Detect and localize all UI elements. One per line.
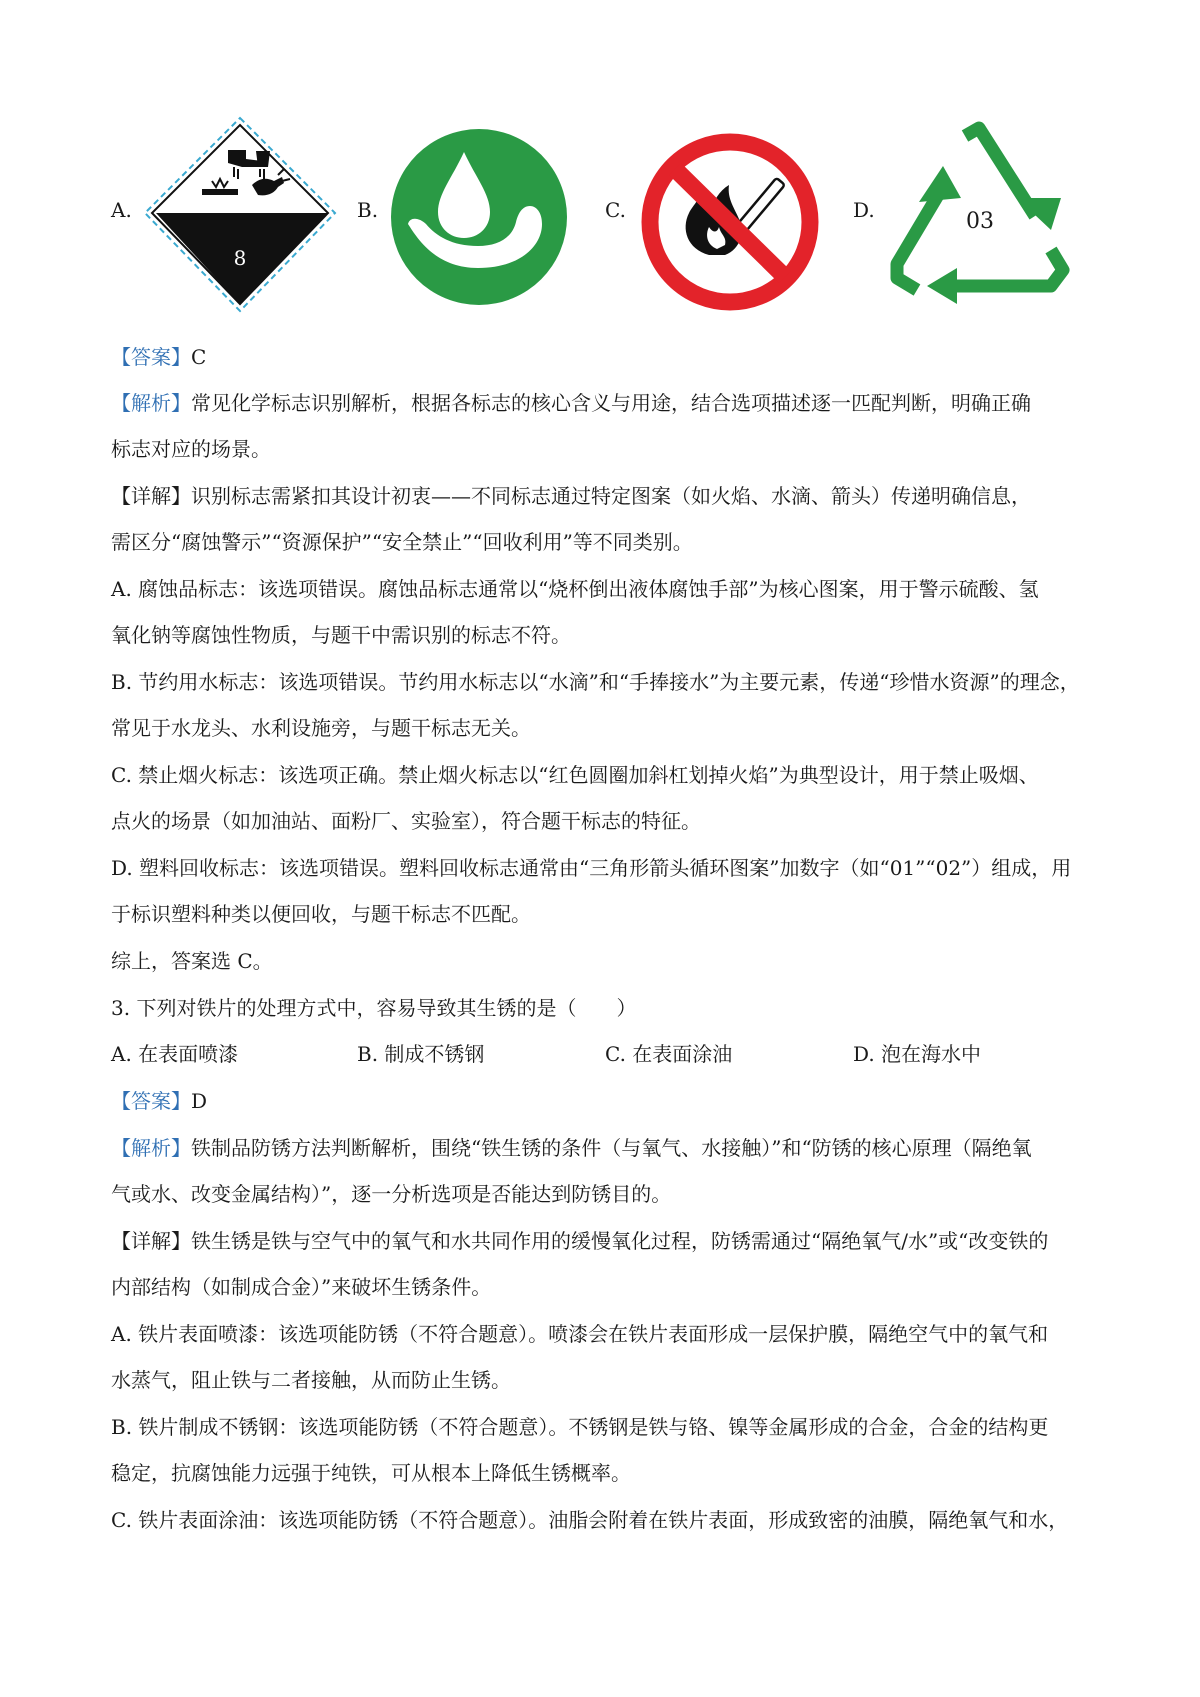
option-d-label: D. [853, 198, 875, 222]
detail-text: 铁生锈是铁与空气中的氧气和水共同作用的缓慢氧化过程，防锈需通过“隔绝氧气/水”或“改变铁的 [191, 1229, 1049, 1253]
q2-option-c-line-1: C. 禁止烟火标志：该选项正确。禁止烟火标志以“红色圆圈加斜杠划掉火焰”为典型设计，用于禁止吸烟、 [111, 763, 1039, 787]
q2-analysis-line-1 [111, 391, 1031, 415]
option-c-label: C. [605, 198, 626, 222]
q3-detail-line-1 [111, 1229, 1048, 1253]
q3-option-a-line-2: 水蒸气，阻止铁与二者接触，从而防止生锈。 [111, 1368, 511, 1392]
q2-analysis-line-2: 标志对应的场景。 [111, 437, 271, 461]
q2-option-b-line-1: B. 节约用水标志：该选项错误。节约用水标志以“水滴”和“手捧接水”为主要元素，传递“珍惜水资源”的理念， [111, 670, 1080, 694]
answer-value: C [191, 345, 207, 369]
q3-option-a: A. 在表面喷漆 [111, 1042, 239, 1066]
q2-option-b-line-2: 常见于水龙头、水利设施旁，与题干标志无关。 [111, 716, 531, 740]
analysis-text: 铁制品防锈方法判断解析，围绕“铁生锈的条件（与氧气、水接触）”和“防锈的核心原理（隔绝氧 [191, 1136, 1032, 1160]
q3-option-d: D. 泡在海水中 [853, 1042, 982, 1066]
analysis-tag: 【解析】 [111, 391, 191, 415]
q2-summary: 综上，答案选 C。 [111, 949, 273, 973]
q3-option-b-line-1: B. 铁片制成不锈钢：该选项能防锈（不符合题意）。不锈钢是铁与铬、镍等金属形成的合金，合金的结构更 [111, 1415, 1049, 1439]
q3-option-b: B. 制成不锈钢 [357, 1042, 485, 1066]
analysis-text: 常见化学标志识别解析，根据各标志的核心含义与用途，结合选项描述逐一匹配判断，明确正确 [191, 391, 1031, 415]
q3-analysis-line-2: 气或水、改变金属结构）”，逐一分析选项是否能达到防锈目的。 [111, 1182, 672, 1206]
q2-detail-line-2: 需区分“腐蚀警示”“资源保护”“安全禁止”“回收利用”等不同类别。 [111, 530, 693, 554]
detail-tag: 【详解】 [111, 1229, 191, 1253]
q3-option-a-line-1: A. 铁片表面喷漆：该选项能防锈（不符合题意）。喷漆会在铁片表面形成一层保护膜，隔绝空气中的氧气和 [111, 1322, 1049, 1346]
detail-tag: 【详解】 [111, 484, 191, 508]
hazard-class-number: 8 [233, 246, 247, 270]
q2-option-d-line-1: D. 塑料回收标志：该选项错误。塑料回收标志通常由“三角形箭头循环图案”加数字（如“01”“02”）组成，用 [111, 856, 1072, 880]
q3-answer [111, 1089, 207, 1113]
q2-option-c-line-2: 点火的场景（如加油站、面粉厂、实验室），符合题干标志的特征。 [111, 809, 701, 833]
q3-option-c-line-1: C. 铁片表面涂油：该选项能防锈（不符合题意）。油脂会附着在铁片表面，形成致密的油膜，隔绝氧气和水， [111, 1508, 1069, 1532]
symbol-options-row [0, 115, 1200, 315]
answer-tag: 【答案】 [111, 1089, 191, 1113]
resin-code-number: 03 [966, 209, 994, 234]
detail-text: 识别标志需紧扣其设计初衷——不同标志通过特定图案（如火焰、水滴、箭头）传递明确信息， [191, 484, 1031, 508]
corrosive-hazard-icon [142, 115, 338, 315]
q2-detail-line-1 [111, 484, 1031, 508]
q2-option-a-line-2: 氧化钠等腐蚀性物质，与题干中需识别的标志不符。 [111, 623, 571, 647]
q3-option-b-line-2: 稳定，抗腐蚀能力远强于纯铁，可从根本上降低生锈概率。 [111, 1461, 631, 1485]
q3-detail-line-2: 内部结构（如制成合金）”来破坏生锈条件。 [111, 1275, 492, 1299]
q3-option-c: C. 在表面涂油 [605, 1042, 733, 1066]
option-a-label: A. [111, 198, 132, 222]
option-b-label: B. [357, 198, 379, 222]
q2-answer [111, 345, 206, 369]
q2-option-d-line-2: 于标识塑料种类以便回收，与题干标志不匹配。 [111, 902, 531, 926]
answer-tag: 【答案】 [111, 345, 191, 369]
no-fire-icon [637, 129, 823, 315]
q3-question: 3. 下列对铁片的处理方式中，容易导致其生锈的是（ ） [111, 996, 637, 1020]
recycle-icon [885, 118, 1075, 314]
analysis-tag: 【解析】 [111, 1136, 191, 1160]
q3-analysis-line-1 [111, 1136, 1032, 1160]
q2-option-a-line-1: A. 腐蚀品标志：该选项错误。腐蚀品标志通常以“烧杯倒出液体腐蚀手部”为核心图案，用于警示硫酸、氢 [111, 577, 1039, 601]
water-saving-icon [390, 128, 568, 306]
answer-value: D [191, 1089, 208, 1113]
